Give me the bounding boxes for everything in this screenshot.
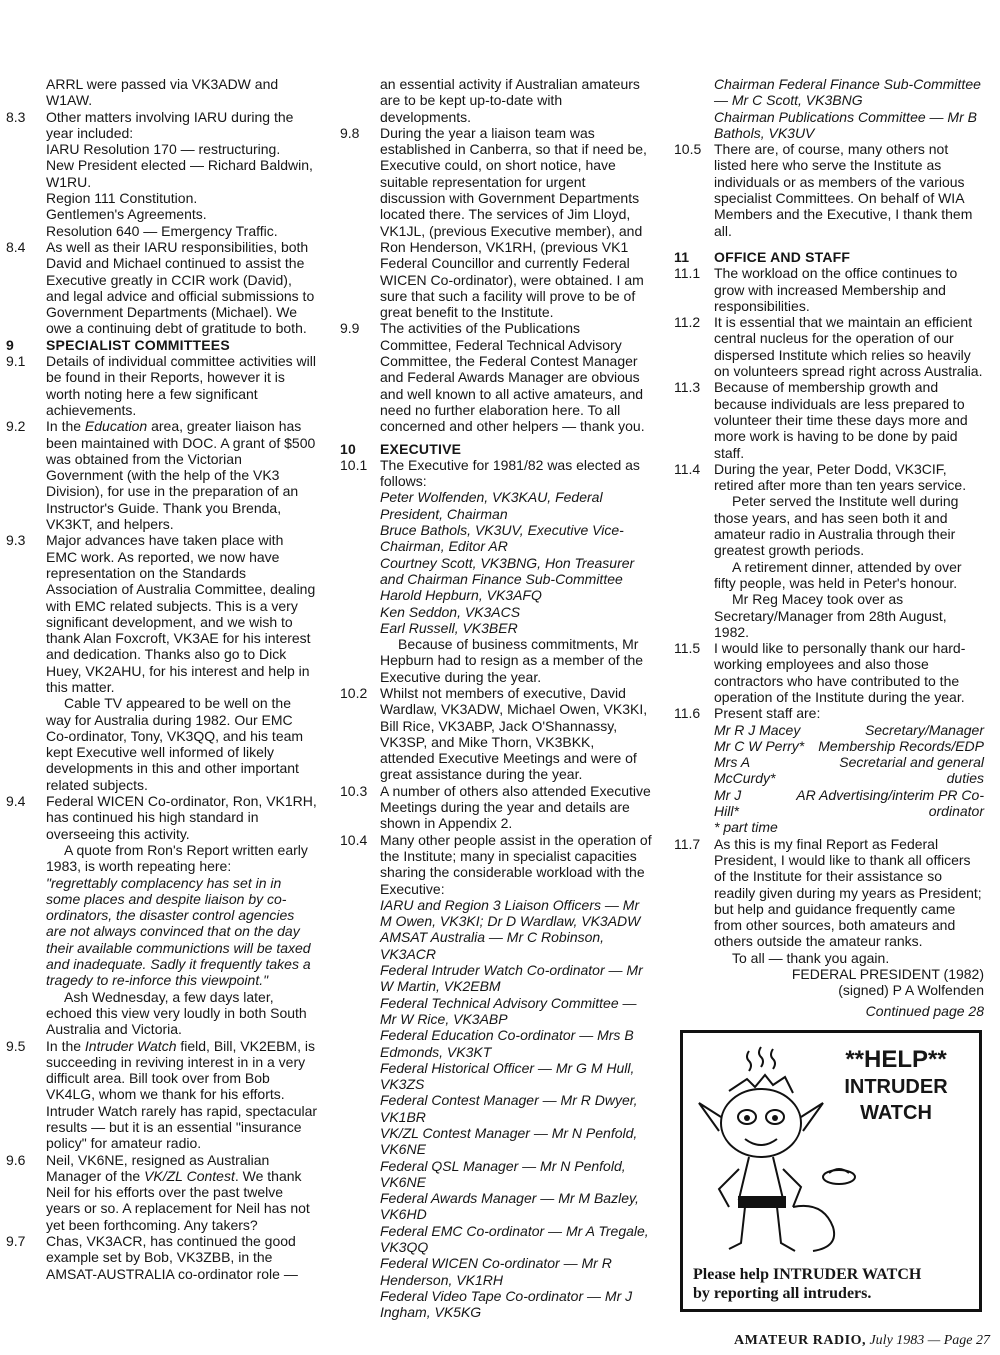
continued-roles-list [674, 76, 984, 141]
paragraph-text: Because of membership growth and because individuals are less prepared to volunteer their time these days more and more work is having to be done by paid staff. [714, 379, 968, 461]
staff-name: Mrs A McCurdy* [714, 754, 776, 787]
paragraph-9-6 [6, 1152, 318, 1233]
role-entry: Federal Historical Officer — Mr G M Hull, VK3ZS [380, 1059, 635, 1093]
quote-text: "regrettably complacency has set in in some places and despite liaison by co-ordinators, the disaster control agencies are not always convinced that on the day their available communictions will be taxed and inadequate. Sadly it frequently takes a tragedy to re-inforce this viewpoint." [46, 874, 311, 989]
paragraph-number: 11.1 [674, 265, 701, 282]
paragraph-8-4 [6, 239, 318, 337]
section-number: 9 [6, 336, 14, 353]
paragraph-text: During the year a liaison team was established in Canberra, so that if need be, Executive could, on short notice, have suitable representation for urgent discussion with Government Departments located there. The services of Jim Lloyd, VK1JL, (previous Executive member), and Ron Henderson, VK1RH, (previous VK1 Federal Councillor and currently Federal WICEN Co-ordinator), were obtained. I am sure that such a facility will prove to be of great benefit to the Institute. [380, 124, 647, 321]
column-2 [340, 76, 652, 1321]
executive-member: Ken Seddon, VK3ACS [380, 603, 521, 620]
staff-row [674, 722, 984, 738]
executive-member: Peter Wolfenden, VK3KAU, Federal President, Chairman [380, 489, 603, 522]
staff-role: Secretarial and general duties [839, 754, 984, 787]
paragraph-text: Peter served the Institute well during those years, and has seen both it and amateur radio in Australia through their greatest growth periods. [714, 493, 959, 559]
paragraph-text: As well as their IARU responsibilities, both David and Michael continued to assist the Executive greatly in CCIR work (David), and legal advice and official submissions to Government Departments (Michael). We owe a continuing debt of gratitude to both. [46, 238, 315, 337]
section-heading-10 [340, 441, 652, 457]
paragraph-number: 11.7 [674, 835, 701, 852]
paragraph-text: Present staff are: [714, 705, 821, 722]
paragraph-text: Details of individual committee activities will be found in their Reports, however it is worth noting here a few significant achievements. [46, 353, 316, 418]
staff-row [674, 754, 984, 787]
paragraph-number: 10.4 [340, 831, 368, 848]
paragraph-number: 11.6 [674, 705, 701, 722]
paragraph-8-3 [6, 109, 318, 239]
roles-list [380, 897, 652, 1321]
paragraph-number: 9.8 [340, 124, 360, 141]
text-run: area, greater liaison has been maintained with DOC. A grant of $500 was obtained from the Victorian Government (with the help of the VK3 Division), for use in the preparation of an Instructor's Guide. Thank you Brenda, VK3KT, and helpers. [46, 418, 316, 533]
paragraph-text: Mr Reg Macey took over as Secretary/Manager from 28th August, 1982. [714, 591, 947, 640]
paragraph-text: It is essential that we maintain an efficient central nucleus for the operation of our dispersed Institute which relies so heavily on volunteers spread right across Australia. [714, 314, 983, 380]
staff-row [674, 738, 984, 754]
paragraph-text: As this is my final Report as Federal President, I would like to thank all officers of the Institute for their assistance so readily given during my years as President; but help and guidance frequently came from other sources, both amateurs and others outside the amateur ranks. [714, 835, 982, 950]
text-run: . We thank Neil for his efforts over the past twelve years or so. A replacement for Neil has not yet been forthcoming. Any takers? [46, 1167, 310, 1233]
paragraph-text: Because of business commitments, Mr Hepburn had to resign as a member of the Executive during the year. [380, 636, 644, 685]
paragraph-text: Many other people assist in the operation of the Institute; many in specialist capacities sharing the considerable workload with the Executive: [380, 831, 652, 897]
section-title: EXECUTIVE [380, 440, 462, 457]
paragraph-9-5 [6, 1038, 318, 1152]
paragraph-text: The workload on the office continues to grow with increased Membership and responsibilities. [714, 265, 958, 314]
role-entry: Chairman Publications Committee — Mr B Bathols, VK3UV [714, 108, 977, 141]
role-entry: AMSAT Australia — Mr C Robinson, VK3ACR [380, 929, 605, 962]
staff-name: Mr R J Macey [714, 721, 801, 738]
paragraph-text: Chas, VK3ACR, has continued the good example set by Bob, VK3ZBB, in the AMSAT-AUSTRALIA co-ordinator role — [46, 1233, 298, 1282]
paragraph-10-2 [340, 685, 652, 783]
paragraph-number: 11.2 [674, 314, 701, 331]
staff-name: Mr C W Perry* [714, 737, 805, 754]
role-entry: Federal Awards Manager — Mr M Bazley, VK6HD [380, 1190, 639, 1223]
staff-role: AR Advertising/interim PR Co-ordinator [796, 786, 984, 820]
paragraph-number: 9.6 [6, 1151, 26, 1168]
paragraph-9-1 [6, 353, 318, 418]
role-entry: Federal WICEN Co-ordinator — Mr R Henderson, VK1RH [380, 1255, 612, 1288]
executive-member: Harold Hepburn, VK3AFQ [380, 587, 542, 604]
emphasis: Intruder Watch [84, 1037, 177, 1054]
issue-page: July 1983 — Page 27 [869, 1333, 990, 1348]
section-number: 10 [340, 440, 356, 457]
role-entry: Federal Technical Advisory Committee — Mr W Rice, VK3ABP [380, 994, 637, 1027]
paragraph-text: To all — thank you again. [732, 949, 890, 966]
paragraph-10-4 [340, 832, 652, 1321]
paragraph-11-6 [674, 705, 984, 721]
page-footer [680, 1333, 990, 1349]
emphasis: Education [84, 418, 148, 435]
role-entry: Federal Video Tape Co-ordinator — Mr J Ingham, VK5KG [380, 1287, 633, 1321]
paragraph-text [46, 418, 318, 532]
paragraph-text: The activities of the Publications Committee, Federal Technical Advisory Committee, the Federal Contest Manager and Federal Awards Manager are obvious and well known to all active amateurs, and need no further elaboration here. To all concerned and other helpers — thank you. [380, 320, 645, 435]
role-entry: IARU and Region 3 Liaison Officers — Mr M Owen, VK3KI; Dr D Wardlaw, VK3ADW [380, 896, 641, 930]
help-heading: **HELP** [845, 1046, 947, 1073]
role-entry: Federal EMC Co-ordinator — Mr A Tregale, VK3QQ [380, 1222, 649, 1256]
paragraph-11-5 [674, 640, 984, 705]
staff-name: Mr J Hill* [714, 786, 742, 820]
elf-mascot-illustration [689, 1039, 859, 1269]
paragraph-9-8 [340, 125, 652, 321]
help-caption: Please help INTRUDER WATCH by reporting all intruders. [693, 1266, 922, 1302]
text-run: Neil, VK6NE, resigned as Australian Manager of the [46, 1151, 270, 1184]
paragraph-11-7 [674, 836, 984, 966]
staff-role: Membership Records/EDP [818, 737, 984, 754]
staff-role: Secretary/Manager [864, 721, 984, 738]
section-title: SPECIALIST COMMITTEES [46, 336, 230, 353]
paragraph-text: Major advances have taken place with EMC work. As reported, we now have representation on the Standards Association of Australia Committee, dealing with EMC related subjects. This is a very significant development, and we wish to thank Alan Foxcroft, VK3AE for his interest and dedication. Thanks also go to Dick Huey, VK2AHU, for his interest and help in this matter. [46, 532, 316, 695]
part-time-note: * part time [714, 819, 778, 836]
paragraph-text: I would like to personally thank our hard-working employees and also those contractors who have contributed to the operation of the Institute during the year. [714, 640, 966, 705]
staff-row [674, 787, 984, 820]
executive-member: Courtney Scott, VK3BNG, Hon Treasurer and Chairman Finance Sub-Committee [380, 554, 635, 587]
paragraph-10-5 [674, 141, 984, 239]
paragraph-text [46, 1038, 318, 1152]
column-1 [6, 76, 318, 1282]
text-run: In the [46, 1037, 85, 1054]
paragraph-text: Federal WICEN Co-ordinator, Ron, VK1RH, has continued his high standard in overseeing this activity. [46, 793, 317, 842]
role-entry: Federal Contest Manager — Mr R Dwyer, VK1BR [380, 1092, 638, 1125]
executive-list [380, 489, 652, 636]
role-entry: Chairman Federal Finance Sub-Committee — Mr C Scott, VK3BNG [714, 76, 981, 109]
paragraph-number: 10.1 [340, 456, 368, 473]
paragraph-number: 11.5 [674, 640, 701, 657]
paragraph-number: 9.7 [6, 1233, 26, 1250]
help-subheading-intruder: INTRUDER [844, 1076, 948, 1098]
paragraph-number: 10.5 [674, 141, 702, 158]
paragraph-number: 8.3 [6, 108, 26, 125]
paragraph-number: 9.3 [6, 532, 26, 549]
paragraph-text: A quote from Ron's Report written early 1983, is worth repeating here: [46, 841, 308, 875]
paragraph-number: 9.2 [6, 418, 26, 435]
paragraph-11-1 [674, 265, 984, 314]
paragraph-text: Ash Wednesday, a few days later, echoed this view very loudly in both South Australia and Victoria. [46, 988, 307, 1038]
paragraph-9-7 [6, 1233, 318, 1282]
paragraph-number: 10.2 [340, 684, 368, 701]
continued-page-link[interactable]: Continued page 28 [865, 1002, 984, 1019]
paragraph-text: The Executive for 1981/82 was elected as follows: [380, 456, 640, 490]
paragraph-text: Whilst not members of executive, David Wardlaw, VK3ADW, Michael Owen, VK3KI, Bill Rice, VK3ABP, Jack O'Shannassy, VK3SP, and Mike Thorn, VK3BKK, attended Executive Meetings and were of great assistance during the year. [380, 684, 648, 783]
paragraph-11-4 [674, 461, 984, 640]
section-title: OFFICE AND STAFF [714, 248, 851, 265]
continued-text: ARRL were passed via VK3ADW and W1AW. [46, 76, 279, 109]
emphasis: VK/ZL Contest [144, 1167, 235, 1184]
magazine-name: AMATEUR RADIO, [734, 1333, 866, 1348]
text-run: field, Bill, VK2EBM, is succeeding in reviving interest in in a very difficult area. Bill took over from Bob VK4LG, whom we thank for his efforts. Intruder Watch rarely has rapid, spectacular results — but it is an essential "insurance policy" for amateur radio. [46, 1037, 318, 1152]
paragraph-number: 11.4 [674, 460, 701, 477]
paragraph-9-3 [6, 532, 318, 793]
role-entry: Federal QSL Manager — Mr N Penfold, VK6NE [380, 1157, 626, 1190]
section-heading-11 [674, 249, 984, 265]
paragraph-text: A number of others also attended Executive Meetings during the year and details are shown in Appendix 2. [380, 782, 651, 832]
paragraph-10-3 [340, 783, 652, 832]
paragraph-number: 10.3 [340, 782, 368, 799]
paragraph-number: 9.4 [6, 793, 26, 810]
text-run: In the [46, 418, 85, 435]
paragraph-9-4 [6, 793, 318, 1037]
section-heading-9 [6, 337, 318, 353]
paragraph-text [46, 1152, 318, 1233]
paragraph-number: 9.1 [6, 353, 26, 370]
executive-member: Earl Russell, VK3BER [380, 619, 518, 636]
signature-title: FEDERAL PRESIDENT (1982) [791, 966, 984, 983]
help-subheading-watch: WATCH [860, 1102, 932, 1124]
paragraph-number: 9.9 [340, 320, 360, 337]
signature-name: (signed) P A Wolfenden [838, 982, 984, 999]
intruder-watch-advert [680, 1030, 982, 1312]
section-number: 11 [674, 248, 690, 265]
paragraph-text: During the year, Peter Dodd, VK3CIF, retired after more than ten years service. [714, 460, 967, 494]
paragraph-number: 9.5 [6, 1037, 26, 1054]
continued-text: an essential activity if Australian amateurs are to be kept up-to-date with developments. [380, 76, 640, 125]
paragraph-number: 8.4 [6, 238, 26, 255]
paragraph-text: Cable TV appeared to be well on the way for Australia during 1982. Our EMC Co-ordinator, Tony, VK3QQ, and his team kept Executive well informed of likely developments in this and other important related subjects. [46, 695, 304, 793]
executive-member: Bruce Bathols, VK3UV, Executive Vice-Chairman, Editor AR [380, 522, 624, 555]
paragraph-text: There are, of course, many others not listed here who serve the Institute as individuals or as members of the various specialist Committees. On behalf of WIA Members and the Executive, I thank them all. [714, 141, 973, 239]
role-entry: VK/ZL Contest Manager — Mr N Penfold, VK6NE [380, 1125, 638, 1158]
paragraph-9-2 [6, 418, 318, 532]
paragraph-text: Other matters involving IARU during the year included: IARU Resolution 170 — restructuring. New President elected — Richard Baldwin, W1RU. Region 111 Constitution. Gentlemen's Agreements. Resolution 640 — Emergency Traffic. [46, 108, 313, 239]
staff-list [674, 722, 984, 820]
role-entry: Federal Education Co-ordinator — Mrs B Edmonds, VK3KT [380, 1027, 634, 1060]
column-3 [674, 76, 984, 1019]
paragraph-10-1 [340, 457, 652, 685]
paragraph-9-9 [340, 320, 652, 434]
paragraph-11-3 [674, 379, 984, 460]
paragraph-number: 11.3 [674, 379, 701, 396]
paragraph-11-2 [674, 314, 984, 379]
role-entry: Federal Intruder Watch Co-ordinator — Mr W Martin, VK2EBM [380, 962, 643, 995]
paragraph-text: A retirement dinner, attended by over fifty people, was held in Peter's honour. [714, 558, 962, 591]
